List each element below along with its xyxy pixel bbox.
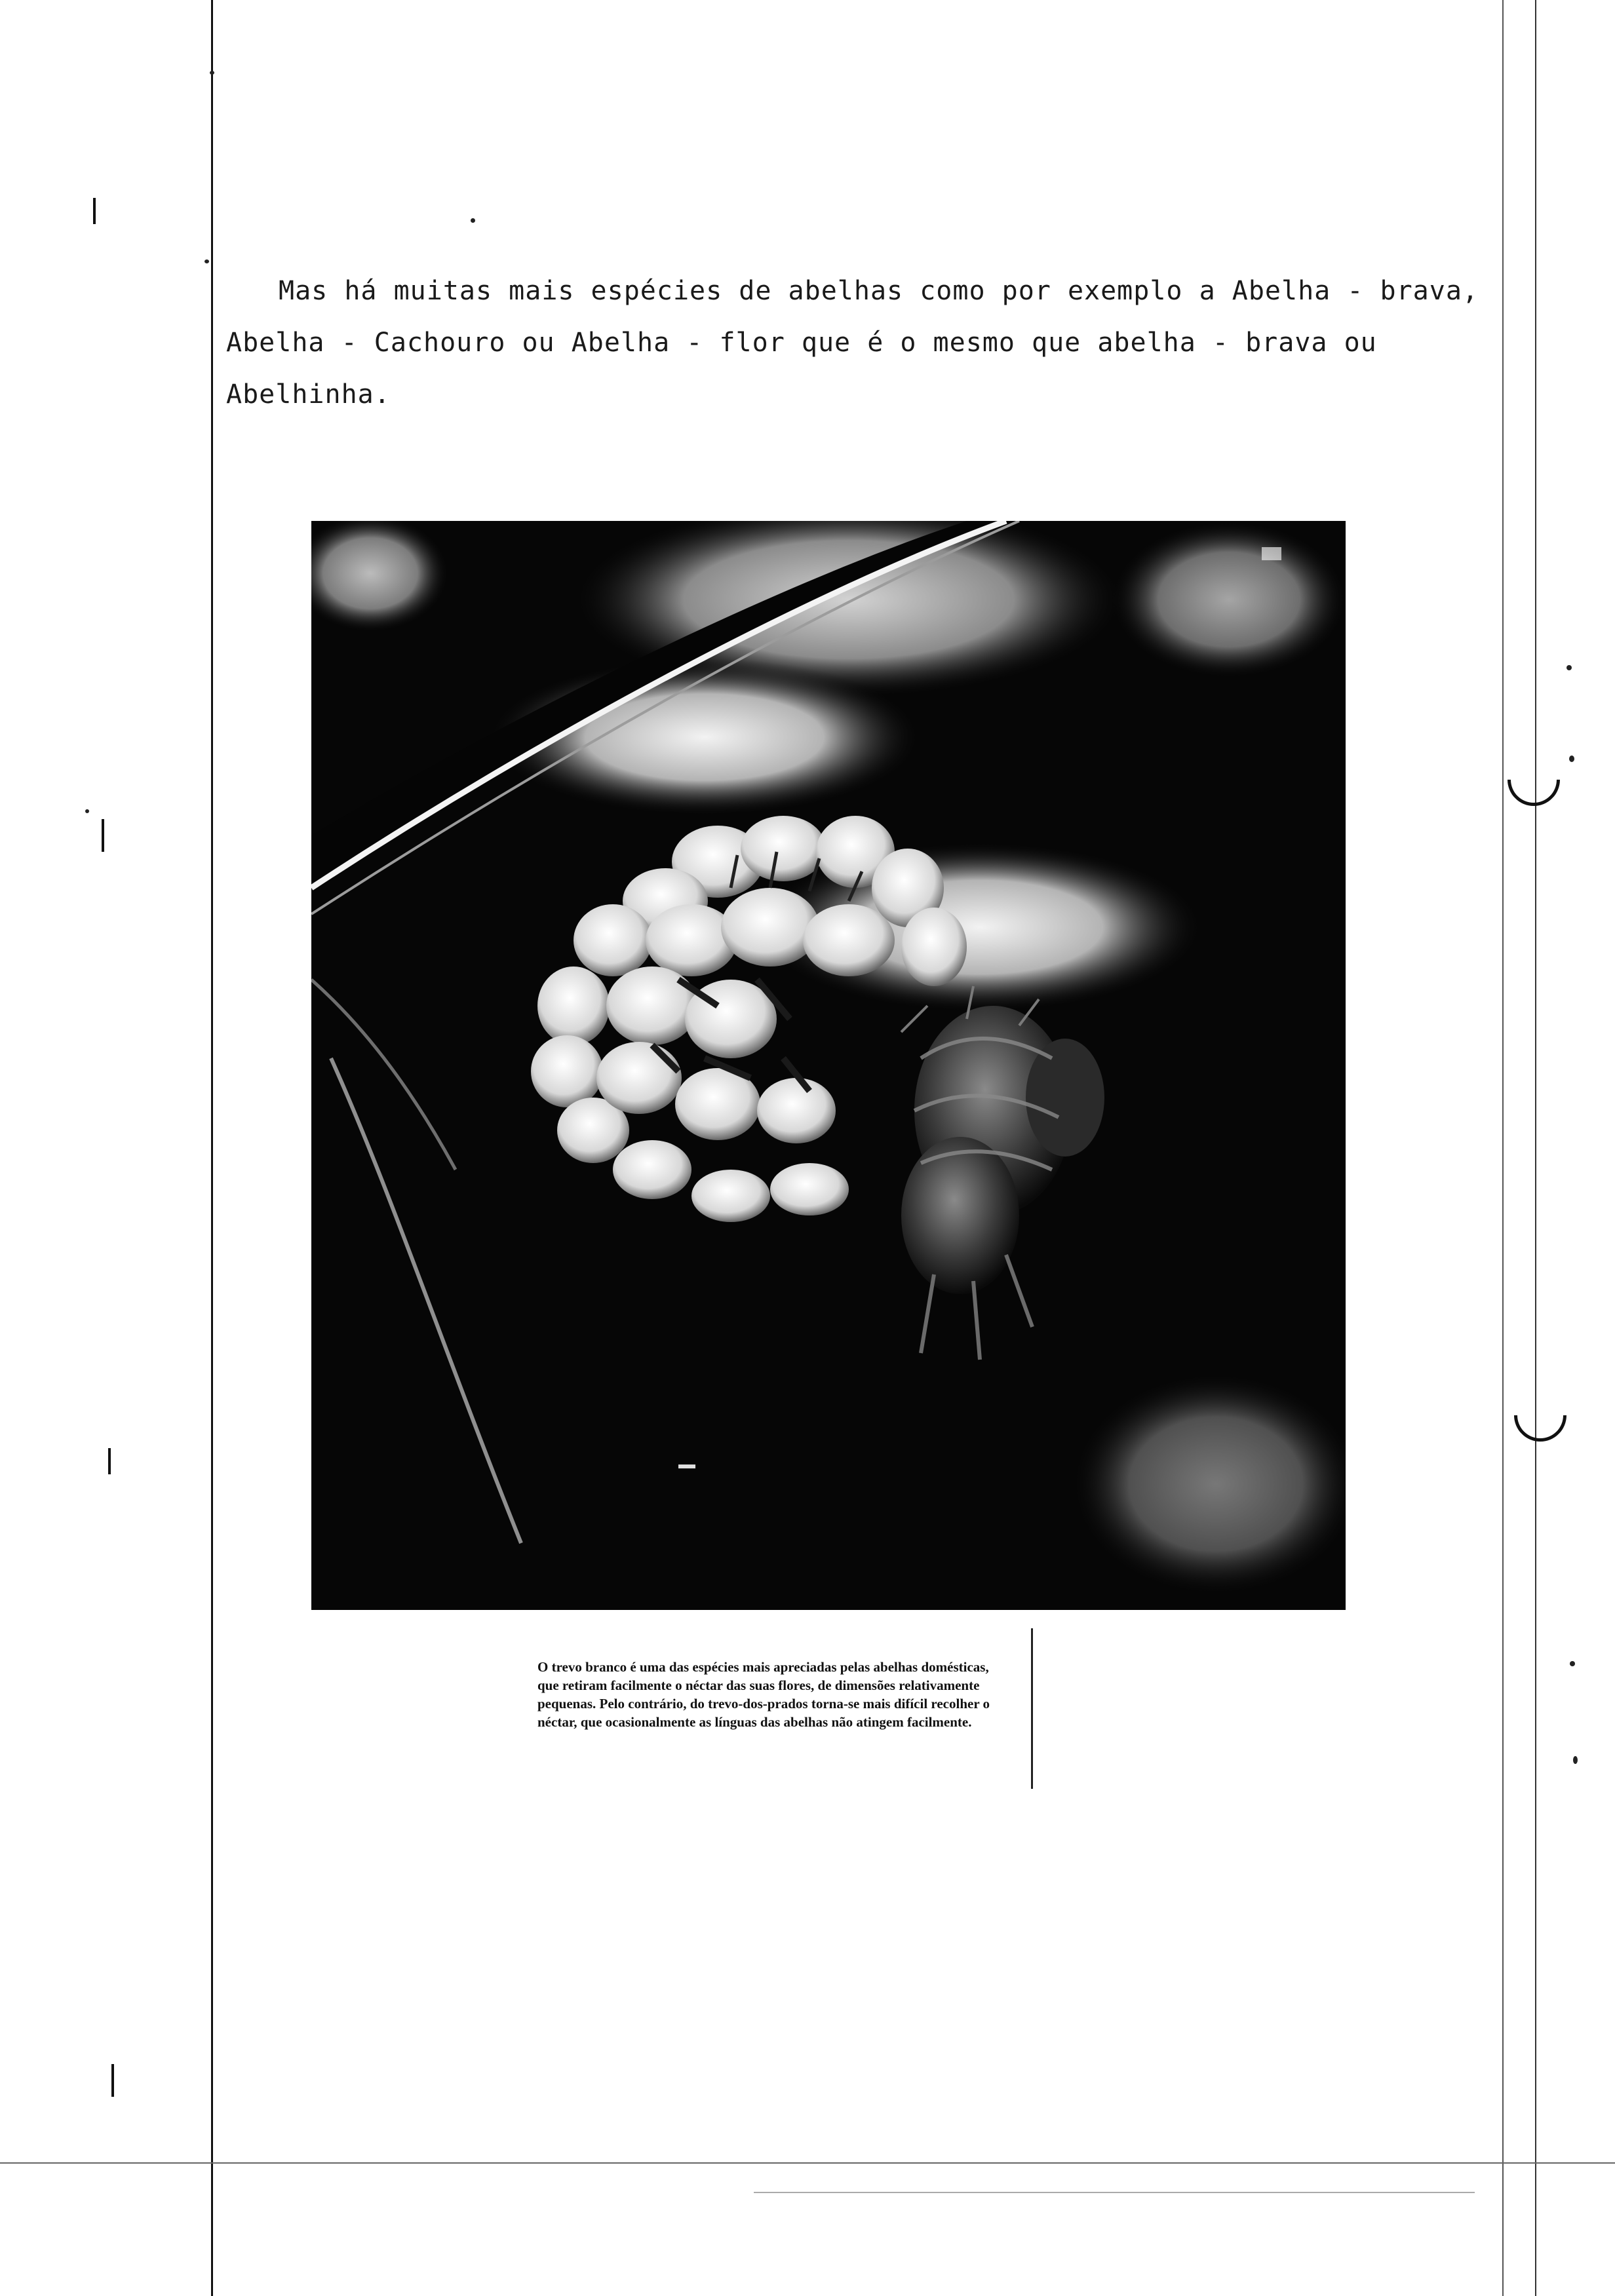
right-edge-line [1535, 0, 1536, 2296]
caption-rule [1031, 1628, 1033, 1789]
speck [1569, 756, 1574, 762]
speck [85, 809, 89, 813]
body-paragraph: Mas há muitas mais espécies de abelhas como por exemplo a Abelha - brava, Abelha - Cachouro ou Abelha - flor que é o mesmo que abelha - brava ou Abelhinha. [226, 276, 1479, 410]
figure-caption: O trevo branco é uma das espécies mais apreciadas pelas abelhas domésticas, que retiram facilmente o néctar das suas flores, de dimensões relativamente pequenas. Pelo contrário, do trevo-dos-prados torna-se mais difícil recolher o néctar, que ocasionalmente as línguas das abelhas não atingem facilmente. [537, 1659, 990, 1730]
photo-drawing [311, 521, 1346, 1610]
right-margin-line [1502, 0, 1504, 2296]
binder-mark [93, 198, 96, 224]
scan-arc [1503, 1378, 1577, 1452]
bottom-scan-line-2 [754, 2192, 1475, 2193]
speck [210, 71, 214, 75]
speck [1573, 1756, 1578, 1764]
binder-mark [102, 819, 104, 852]
bottom-scan-line [0, 2162, 1615, 2164]
binder-mark [111, 2064, 114, 2097]
clover-bee-photo [311, 521, 1346, 1610]
left-margin-line [211, 0, 213, 2296]
speck [471, 218, 475, 223]
speck [1570, 1661, 1575, 1666]
speck [1566, 665, 1572, 670]
binder-mark [108, 1448, 111, 1474]
speck [204, 259, 209, 263]
scan-arc [1496, 742, 1570, 816]
